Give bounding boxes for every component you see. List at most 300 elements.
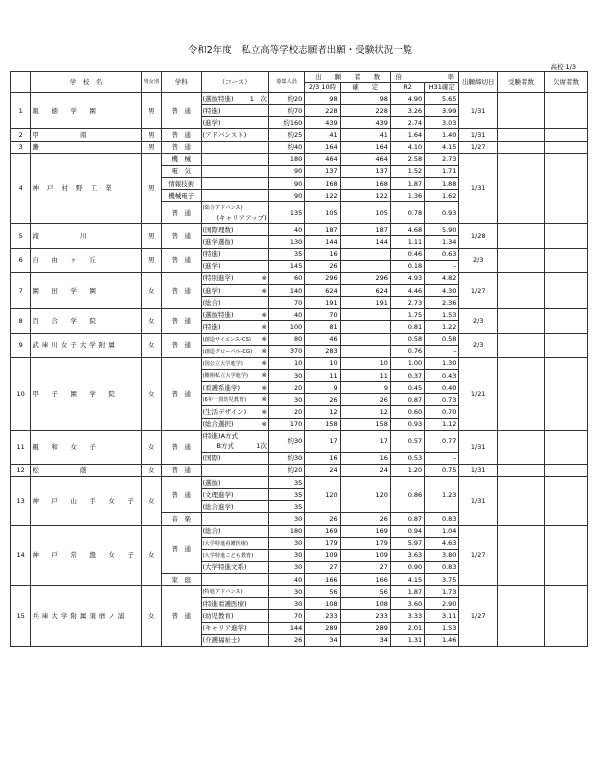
gender: 女 <box>141 309 161 333</box>
applicants-as-of: 137 <box>305 165 340 177</box>
ratio-h31: 4.30 <box>425 284 459 296</box>
applicants-final: 24 <box>340 464 390 476</box>
capacity: 30 <box>268 561 304 573</box>
row-number: 8 <box>11 309 31 333</box>
ratio-r2: 0.53 <box>390 452 424 464</box>
applicants-as-of: 56 <box>305 586 340 598</box>
ratio-r2: 4.90 <box>390 93 424 105</box>
applicants-final: 296 <box>340 272 390 284</box>
applicants-final: 191 <box>340 297 390 309</box>
department: 普 通 <box>161 357 201 430</box>
ratio-r2: 1.52 <box>390 165 424 177</box>
deadline: 1/27 <box>459 525 498 586</box>
course-cell <box>201 574 268 586</box>
course-cell <box>201 561 268 573</box>
course-name-2: B方式 <box>216 442 234 451</box>
course-cell <box>201 537 268 549</box>
ratio-h31: 4.63 <box>425 537 459 549</box>
course-cell <box>201 224 268 236</box>
applicants-final: 439 <box>340 117 390 129</box>
capacity: 30 <box>268 369 304 381</box>
applicants-as-of: 108 <box>305 598 340 610</box>
applicants-final: 164 <box>340 141 390 153</box>
school-name: 武庫川女子大学附属 <box>31 333 141 357</box>
department: 普 通 <box>161 525 201 574</box>
applicants-final: 187 <box>340 224 390 236</box>
course-cell <box>201 345 268 357</box>
capacity: 90 <box>268 165 304 177</box>
department: 普 通 <box>161 309 201 333</box>
absent-count <box>545 586 588 647</box>
department: 普 通 <box>161 430 201 464</box>
ratio-h31: 1.46 <box>425 634 459 646</box>
gender: 女 <box>141 586 161 647</box>
school-name: 神 戸 村 野 工 業 <box>31 153 141 224</box>
course-cell <box>201 634 268 646</box>
row-number: 6 <box>11 248 31 272</box>
gender: 女 <box>141 525 161 586</box>
ratio-h31: 1.88 <box>425 177 459 189</box>
applicants-as-of: 164 <box>305 141 340 153</box>
gender: 男 <box>141 129 161 141</box>
header-course: （コース） <box>201 72 268 93</box>
department: 普 通 <box>161 248 201 272</box>
course-name: (国際理数) <box>202 225 234 234</box>
table-row <box>11 525 588 537</box>
header-applicants: 出 願 者 数 <box>305 72 391 83</box>
applicants-final: 122 <box>340 190 390 202</box>
deadline: 1/31 <box>459 476 498 525</box>
header-no <box>11 72 31 93</box>
school-name: 滝 川 <box>31 224 141 248</box>
capacity: 40 <box>268 574 304 586</box>
course-name: (進学) <box>202 262 221 271</box>
applicants-as-of: 144 <box>305 236 340 248</box>
table-row <box>11 476 588 488</box>
row-number: 2 <box>11 129 31 141</box>
ratio-h31: 1.62 <box>425 190 459 202</box>
department: 音 楽 <box>161 513 201 525</box>
page-indicator: 高校 1/3 <box>550 63 576 71</box>
course-cell <box>201 369 268 381</box>
table-body <box>11 93 588 647</box>
deadline: 2/3 <box>459 333 498 357</box>
school-name: 灘 <box>31 141 141 153</box>
applicants-as-of: 27 <box>305 561 340 573</box>
capacity: 約20 <box>268 464 304 476</box>
absent-count <box>545 476 588 525</box>
course-cell <box>201 321 268 333</box>
ratio-r2: 4.15 <box>390 574 424 586</box>
header-gender: 男女別 <box>141 72 161 93</box>
ratio-r2: 1.00 <box>390 357 424 369</box>
applicants-final: 56 <box>340 586 390 598</box>
course-name: (看護系進学) <box>202 383 241 392</box>
ratio-r2: 1.87 <box>390 177 424 189</box>
gender: 女 <box>141 333 161 357</box>
course-name: (介護福祉士) <box>202 636 241 645</box>
course-cell <box>201 464 268 476</box>
examinees-count <box>497 129 544 141</box>
capacity: 35 <box>268 501 304 513</box>
capacity: 370 <box>268 345 304 357</box>
capacity: 約40 <box>268 141 304 153</box>
department: 普 通 <box>161 93 201 129</box>
capacity: 90 <box>268 190 304 202</box>
applicants-final: 158 <box>340 418 390 430</box>
applicants-final <box>340 333 390 345</box>
capacity: 20 <box>268 406 304 418</box>
capacity: 10 <box>268 357 304 369</box>
course-mark: ※ <box>261 383 267 392</box>
applicants-final <box>340 321 390 333</box>
course-name: (特進) <box>202 106 221 115</box>
course-cell <box>201 129 268 141</box>
applicants-as-of: 624 <box>305 284 340 296</box>
course-name: (総合アドバンス) <box>202 205 243 212</box>
deadline: 1/31 <box>459 464 498 476</box>
course-cell <box>201 260 268 272</box>
course-cell <box>201 93 268 105</box>
school-name: 神 戸 山 手 女 子 <box>31 476 141 525</box>
absent-count <box>545 129 588 141</box>
department: 機械電子 <box>161 190 201 202</box>
department: 電 気 <box>161 165 201 177</box>
course-name: (大学特進文系) <box>202 563 247 572</box>
header-deadline: 出願締切日 <box>459 72 498 93</box>
capacity: 40 <box>268 309 304 321</box>
absent-count <box>545 272 588 308</box>
capacity: 135 <box>268 202 304 224</box>
deadline: 1/27 <box>459 586 498 647</box>
applicants-as-of: 34 <box>305 634 340 646</box>
gender: 女 <box>141 272 161 308</box>
course-name: (総合) <box>202 527 221 536</box>
header-as-of: 2/3 10時 <box>305 83 340 93</box>
course-cell <box>201 586 268 598</box>
capacity: 30 <box>268 513 304 525</box>
applicants-as-of: 296 <box>305 272 340 284</box>
department: 普 通 <box>161 202 201 224</box>
capacity: 30 <box>268 598 304 610</box>
course-name: (特進) <box>202 250 221 259</box>
applicants-as-of: 283 <box>305 345 340 357</box>
applicants-final: 228 <box>340 105 390 117</box>
course-name: (大学特進こども教育) <box>202 552 254 559</box>
absent-count <box>545 224 588 248</box>
course-name: (大学特進看護医療) <box>202 540 249 547</box>
course-cell <box>201 117 268 129</box>
school-name: 甲 南 <box>31 129 141 141</box>
course-mark: ※ <box>261 286 267 295</box>
course-mark: 1 次 <box>249 94 267 103</box>
applicants-final: 137 <box>340 165 390 177</box>
course-name: (特進)A方式 <box>202 432 239 441</box>
deadline: 1/27 <box>459 272 498 308</box>
gender: 男 <box>141 153 161 224</box>
applicants-final: 233 <box>340 610 390 622</box>
ratio-h31: 1.22 <box>425 321 459 333</box>
course-name: (選抜特進) <box>202 94 234 103</box>
capacity: 30 <box>268 549 304 561</box>
ratio-h31: 3.99 <box>425 105 459 117</box>
ratio-r2: 0.81 <box>390 321 424 333</box>
department: 普 通 <box>161 129 201 141</box>
deadline: 1/21 <box>459 357 498 430</box>
course-name: (生活デザイン) <box>202 407 247 416</box>
department: 情報技術 <box>161 177 201 189</box>
applicants-as-of: 24 <box>305 464 340 476</box>
ratio-r2: 3.26 <box>390 105 424 117</box>
ratio-r2: 1.64 <box>390 129 424 141</box>
course-name: (創造グローバル-CG) <box>202 348 253 355</box>
ratio-h31: 2.73 <box>425 153 459 165</box>
course-name-2: (キャリアアップ) <box>216 214 267 223</box>
course-name: (選抜特進) <box>202 310 234 319</box>
row-number: 13 <box>11 476 31 525</box>
applicants-as-of: 9 <box>305 382 340 394</box>
capacity: 約160 <box>268 117 304 129</box>
ratio-h31: 1.71 <box>425 165 459 177</box>
applicants-as-of: 168 <box>305 177 340 189</box>
course-cell <box>201 622 268 634</box>
capacity: 35 <box>268 489 304 501</box>
applicants-final: 26 <box>340 394 390 406</box>
course-name: (キャリア進学) <box>202 624 247 633</box>
course-cell <box>201 165 268 177</box>
course-cell <box>201 248 268 260</box>
capacity: 26 <box>268 634 304 646</box>
capacity: 100 <box>268 321 304 333</box>
ratio-r2: 0.60 <box>390 406 424 418</box>
course-mark: ※ <box>261 346 267 355</box>
capacity: 180 <box>268 525 304 537</box>
capacity: 約25 <box>268 129 304 141</box>
course-cell <box>201 105 268 117</box>
examinees-count <box>497 333 544 357</box>
applicants-final: 17 <box>340 430 390 452</box>
applicants-as-of: 12 <box>305 406 340 418</box>
header-absent: 欠席者数 <box>545 72 588 93</box>
course-name: (進学) <box>202 118 221 127</box>
header-ratio: 倍 率 <box>390 72 459 83</box>
applicants-final: 9 <box>340 382 390 394</box>
course-cell <box>201 476 268 488</box>
course-cell <box>201 177 268 189</box>
course-cell <box>201 418 268 430</box>
absent-count <box>545 248 588 272</box>
course-mark: ※ <box>261 310 267 319</box>
ratio-r2: 4.46 <box>390 284 424 296</box>
ratio-h31: 4.15 <box>425 141 459 153</box>
examinees-count <box>497 476 544 525</box>
ratio-h31: 1.73 <box>425 586 459 598</box>
capacity: 約20 <box>268 93 304 105</box>
applicants-final: 27 <box>340 561 390 573</box>
deadline: 1/31 <box>459 129 498 141</box>
ratio-h31: 0.73 <box>425 394 459 406</box>
table-row <box>11 272 588 284</box>
course-cell <box>201 430 268 452</box>
course-cell <box>201 190 268 202</box>
course-cell <box>201 489 268 501</box>
applicants-as-of: 179 <box>305 537 340 549</box>
capacity: 約30 <box>268 430 304 452</box>
capacity: 約70 <box>268 105 304 117</box>
school-name: 報 徳 学 園 <box>31 93 141 129</box>
ratio-h31: 0.75 <box>425 464 459 476</box>
course-mark: ※ <box>261 371 267 380</box>
ratio-h31: 0.83 <box>425 561 459 573</box>
row-number: 14 <box>11 525 31 586</box>
ratio-r2: 2.01 <box>390 622 424 634</box>
ratio-h31: – <box>425 260 459 272</box>
applicants-table <box>10 71 588 647</box>
ratio-r2: 3.63 <box>390 549 424 561</box>
applicants-as-of: 26 <box>305 513 340 525</box>
department: 普 通 <box>161 141 201 153</box>
examinees-count <box>497 153 544 224</box>
table-row <box>11 141 588 153</box>
course-name: (国公立大学進学) <box>202 360 243 367</box>
examinees-count <box>497 430 544 464</box>
ratio-r2: 5.97 <box>390 537 424 549</box>
ratio-h31: 1.30 <box>425 357 459 369</box>
capacity: 170 <box>268 418 304 430</box>
row-number: 5 <box>11 224 31 248</box>
course-name: (総合) <box>202 298 221 307</box>
course-cell <box>201 525 268 537</box>
absent-count <box>545 464 588 476</box>
course-cell <box>201 610 268 622</box>
examinees-count <box>497 464 544 476</box>
examinees-count <box>497 93 544 129</box>
ratio-h31: 2.36 <box>425 297 459 309</box>
applicants-final: 179 <box>340 537 390 549</box>
applicants-final: 120 <box>340 476 390 512</box>
table-row <box>11 224 588 236</box>
ratio-r2: 0.86 <box>390 476 424 512</box>
capacity: 180 <box>268 153 304 165</box>
examinees-count <box>497 224 544 248</box>
course-cell <box>201 394 268 406</box>
department: 家 庭 <box>161 574 201 586</box>
applicants-final <box>340 309 390 321</box>
header-final: 確 定 <box>340 83 390 93</box>
applicants-final: 26 <box>340 513 390 525</box>
absent-count <box>545 525 588 586</box>
ratio-h31: 1.53 <box>425 622 459 634</box>
school-name: 松 蔭 <box>31 464 141 476</box>
ratio-r2: 1.75 <box>390 309 424 321</box>
ratio-r2: 4.10 <box>390 141 424 153</box>
ratio-r2: 3.60 <box>390 598 424 610</box>
ratio-h31: 1.53 <box>425 309 459 321</box>
row-number: 3 <box>11 141 31 153</box>
ratio-h31: 1.12 <box>425 418 459 430</box>
ratio-r2: 0.45 <box>390 382 424 394</box>
department: 普 通 <box>161 476 201 512</box>
applicants-final: 166 <box>340 574 390 586</box>
header-capacity: 募集人員 <box>268 72 304 93</box>
applicants-final: 168 <box>340 177 390 189</box>
absent-count <box>545 430 588 464</box>
course-mark: 1次 <box>256 442 267 451</box>
course-cell <box>201 598 268 610</box>
applicants-as-of: 46 <box>305 333 340 345</box>
table-row <box>11 586 588 598</box>
examinees-count <box>497 357 544 430</box>
applicants-final: 144 <box>340 236 390 248</box>
school-name: 百 合 学 院 <box>31 309 141 333</box>
department: 普 通 <box>161 272 201 308</box>
ratio-h31: 1.34 <box>425 236 459 248</box>
course-cell <box>201 284 268 296</box>
capacity: 30 <box>268 537 304 549</box>
examinees-count <box>497 141 544 153</box>
applicants-final <box>340 260 390 272</box>
course-name: (総合進学) <box>202 502 234 511</box>
applicants-final: 41 <box>340 129 390 141</box>
applicants-as-of: 120 <box>305 476 340 512</box>
capacity: 145 <box>268 260 304 272</box>
applicants-as-of: 233 <box>305 610 340 622</box>
school-name: 神 戸 常 盤 女 子 <box>31 525 141 586</box>
deadline: 1/28 <box>459 224 498 248</box>
ratio-r2: 2.73 <box>390 297 424 309</box>
course-name: (幼児教育) <box>202 612 234 621</box>
ratio-r2: 1.20 <box>390 464 424 476</box>
applicants-as-of: 464 <box>305 153 340 165</box>
department: 機 械 <box>161 153 201 165</box>
examinees-count <box>497 309 544 333</box>
ratio-r2: 0.46 <box>390 248 424 260</box>
ratio-r2: 0.87 <box>390 513 424 525</box>
course-cell <box>201 236 268 248</box>
course-cell <box>201 153 268 165</box>
ratio-h31: 5.65 <box>425 93 459 105</box>
deadline: 1/31 <box>459 153 498 224</box>
ratio-r2: 0.94 <box>390 525 424 537</box>
ratio-h31: – <box>425 345 459 357</box>
applicants-final: 16 <box>340 452 390 464</box>
ratio-h31: 3.80 <box>425 549 459 561</box>
applicants-as-of: 26 <box>305 260 340 272</box>
course-cell <box>201 501 268 513</box>
ratio-h31: 4.82 <box>425 272 459 284</box>
capacity: 20 <box>268 382 304 394</box>
capacity: 60 <box>268 272 304 284</box>
absent-count <box>545 153 588 224</box>
course-name: (6年一貫幼児教育) <box>202 397 247 404</box>
applicants-as-of: 10 <box>305 357 340 369</box>
gender: 男 <box>141 93 161 129</box>
ratio-h31: 0.63 <box>425 248 459 260</box>
capacity: 35 <box>268 248 304 260</box>
applicants-as-of: 191 <box>305 297 340 309</box>
capacity: 70 <box>268 297 304 309</box>
course-name: (特別進学) <box>202 274 234 283</box>
row-number: 1 <box>11 93 31 129</box>
ratio-h31: 2.90 <box>425 598 459 610</box>
applicants-final: 108 <box>340 598 390 610</box>
ratio-h31: – <box>425 452 459 464</box>
course-mark: ※ <box>261 420 267 429</box>
table-row <box>11 430 588 452</box>
applicants-final: 10 <box>340 357 390 369</box>
course-cell <box>201 333 268 345</box>
course-name: (難関私立大学進学) <box>202 373 249 380</box>
